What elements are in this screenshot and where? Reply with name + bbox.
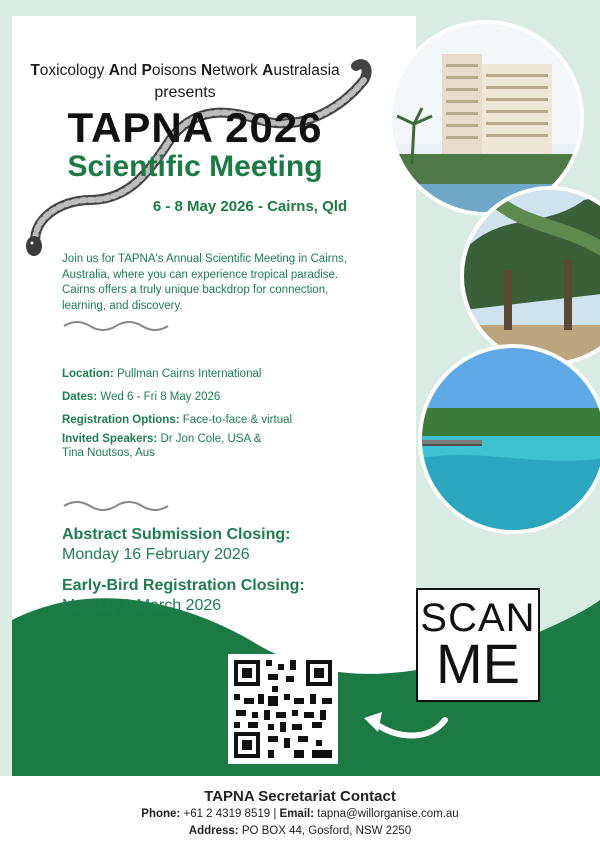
intro-paragraph: Join us for TAPNA's Annual Scientific Meeting in Cairns, Australia, where you can experience tropical paradise. Cairns offers a truly unique backdrop for connection, learning, and discovery. [62, 253, 347, 312]
earlybird-closing-date: Monday 9 March 2026 [62, 597, 222, 614]
arrow-icon [360, 700, 450, 750]
scan-line-2: ME [436, 632, 520, 695]
abstract-closing-date: Monday 16 February 2026 [62, 546, 250, 563]
organisation-name: Toxicology And Poisons Network Australasia [30, 62, 340, 79]
detail-registration: Registration Options: Face-to-face & virtual [62, 414, 293, 426]
event-dates-location: 6 - 8 May 2026 - Cairns, Qld [152, 198, 348, 215]
detail-speakers: Invited Speakers: Dr Jon Cole, USA & Tina Noutsos, Aus [62, 433, 262, 459]
detail-dates: Dates: Wed 6 - Fri 8 May 2026 [62, 391, 221, 403]
footer-address-line: Address: PO BOX 44, Gosford, NSW 2250 [188, 825, 412, 837]
footer [0, 776, 600, 846]
abstract-closing-label: Abstract Submission Closing: [62, 526, 291, 543]
email-link[interactable]: tapna@willorganise.com.au [317, 808, 459, 820]
earlybird-closing-label: Early-Bird Registration Closing: [62, 577, 305, 594]
scan-me-box [416, 588, 540, 702]
scan-line-1: SCAN [420, 596, 536, 640]
wave-divider-2 [62, 500, 172, 512]
qr-code[interactable] [228, 654, 338, 764]
wave-divider [62, 320, 172, 332]
footer-title: TAPNA Secretariat Contact [204, 788, 396, 805]
presents-text: presents [154, 84, 216, 101]
page-title: TAPNA 2026 [67, 104, 323, 151]
detail-location: Location: Pullman Cairns International [62, 368, 262, 380]
footer-contact-line: Phone: +61 2 4319 8519 | Email: tapna@willorganise.com.au [141, 808, 459, 820]
reef-jetty-photo [418, 344, 600, 534]
page-subtitle: Scientific Meeting [67, 150, 323, 183]
